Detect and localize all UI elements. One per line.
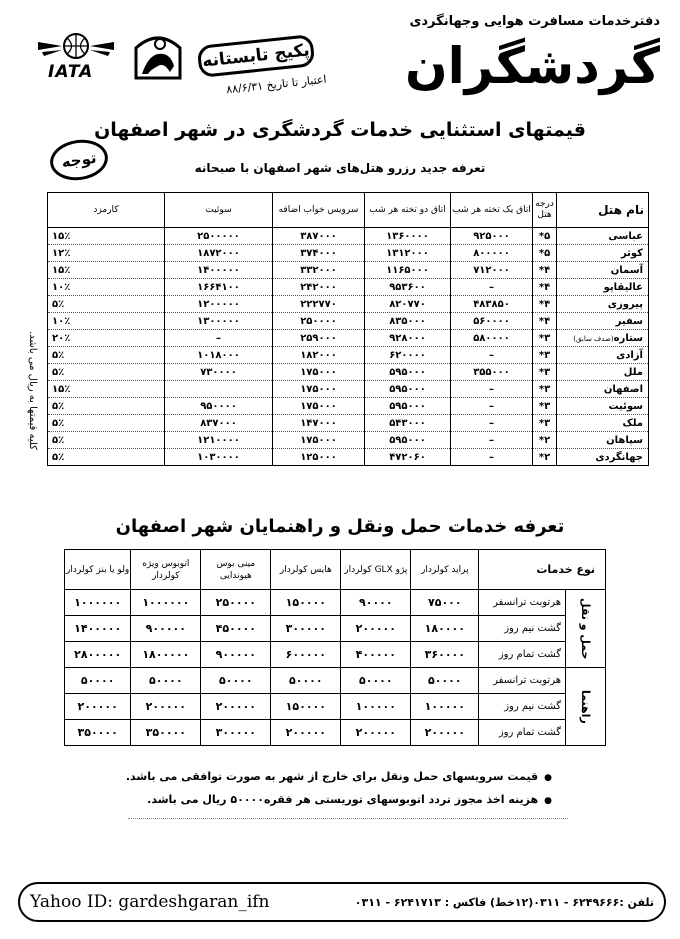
iata-label: IATA	[48, 62, 94, 82]
hotel-row	[48, 296, 649, 313]
hotel-grade	[533, 432, 557, 449]
volvo-price: ۱۰۰۰۰۰۰	[65, 590, 131, 616]
commission-value: ۵٪	[52, 366, 65, 378]
brand-name: گردشگران	[404, 37, 660, 95]
double-room-price	[365, 296, 451, 313]
hiace-price: ۲۰۰۰۰۰	[271, 720, 341, 746]
hotel-row	[48, 364, 649, 381]
extra-bed-price	[273, 364, 365, 381]
hotel-name	[557, 364, 649, 381]
single-room-price	[451, 398, 533, 415]
extra-bed-price	[273, 415, 365, 432]
pride-price: ۲۰۰۰۰۰	[411, 720, 479, 746]
hotel-name-value: اصفهان	[603, 383, 643, 395]
hotel-grade	[533, 279, 557, 296]
single-room-price-value: ۵۶۰۰۰۰	[473, 315, 510, 327]
suite-price	[165, 313, 273, 330]
extra-bed-price	[273, 245, 365, 262]
peugeot-price: ۵۰۰۰۰	[341, 668, 411, 694]
service-name: گشت تمام روز	[479, 642, 566, 668]
hotel-grade	[533, 296, 557, 313]
commission	[48, 330, 165, 347]
commission	[48, 381, 165, 398]
hotel-name-value: سپاهان	[606, 434, 643, 446]
volvo-price: ۱۴۰۰۰۰۰	[65, 616, 131, 642]
transport-notes	[126, 766, 552, 812]
hotel-name	[557, 432, 649, 449]
commission	[48, 432, 165, 449]
single-room-price	[451, 245, 533, 262]
suite-price	[165, 381, 273, 398]
volvo-price: ۲۸۰۰۰۰۰	[65, 642, 131, 668]
validity-date: اعتبار تا تاریخ ۸۸/۶/۳۱	[225, 72, 328, 97]
extra-bed-price-value: ۲۵۰۰۰۰	[300, 315, 337, 327]
hotel-row	[48, 449, 649, 466]
transport-rates-table	[64, 549, 606, 746]
hotel-name-value: ملک	[622, 417, 643, 429]
double-room-price	[365, 449, 451, 466]
commission-value: ۵٪	[52, 349, 65, 361]
col-hotel-name: نام هتل	[557, 193, 649, 228]
commission-value: ۱۵٪	[52, 264, 71, 276]
suite-price-value: ۱۰۱۸۰۰۰	[197, 349, 240, 361]
commission	[48, 262, 165, 279]
peugeot-price: ۹۰۰۰۰	[341, 590, 411, 616]
commission	[48, 415, 165, 432]
col-pride: پراید کولردار	[411, 550, 479, 590]
suite-price-value: ۲۵۰۰۰۰۰	[197, 230, 240, 242]
hotel-row	[48, 398, 649, 415]
volvo-price: ۲۰۰۰۰۰	[65, 694, 131, 720]
extra-bed-price-value: ۱۲۵۰۰۰	[300, 451, 337, 463]
transport-row	[65, 642, 606, 668]
suite-price-value: ۱۲۰۰۰۰۰	[197, 298, 240, 310]
double-room-price	[365, 313, 451, 330]
hotel-name	[557, 245, 649, 262]
pride-price: ۱۸۰۰۰۰	[411, 616, 479, 642]
extra-bed-price-value: ۲۴۲۰۰۰	[300, 281, 337, 293]
minibus-price: ۲۰۰۰۰۰	[201, 694, 271, 720]
commission-value: ۱۰٪	[52, 281, 71, 293]
group-transport: حمل و نقل	[566, 590, 606, 668]
col-peugeot: پژو GLX کولردار	[341, 550, 411, 590]
hotel-name-value: عباسی	[608, 230, 643, 242]
commission	[48, 296, 165, 313]
double-room-price-value: ۵۹۵۰۰۰	[389, 400, 426, 412]
bus-price: ۳۵۰۰۰۰	[131, 720, 201, 746]
single-room-price-value: ۳۵۵۰۰۰	[473, 366, 510, 378]
col-single-room: اتاق یک تخته هر شب	[451, 193, 533, 228]
extra-bed-price-value: ۳۸۷۰۰۰	[300, 230, 337, 242]
minibus-price: ۴۵۰۰۰۰	[201, 616, 271, 642]
extra-bed-price	[273, 449, 365, 466]
hotel-row	[48, 347, 649, 364]
double-room-price-value: ۵۹۵۰۰۰	[389, 383, 426, 395]
pride-price: ۵۰۰۰۰	[411, 668, 479, 694]
hotel-grade	[533, 313, 557, 330]
single-room-price	[451, 279, 533, 296]
double-room-price	[365, 330, 451, 347]
commission	[48, 228, 165, 245]
commission	[48, 313, 165, 330]
hotel-row	[48, 228, 649, 245]
hotel-name-value: جهانگردی	[595, 451, 643, 463]
single-room-price	[451, 228, 533, 245]
suite-price-value: ۱۳۰۰۰۰۰	[197, 315, 240, 327]
hotel-name	[557, 449, 649, 466]
bus-price: ۹۰۰۰۰۰	[131, 616, 201, 642]
suite-price	[165, 262, 273, 279]
single-room-price	[451, 364, 533, 381]
hotel-row	[48, 381, 649, 398]
hotel-grade	[533, 262, 557, 279]
minibus-price: ۳۰۰۰۰۰	[201, 720, 271, 746]
transport-rows	[65, 590, 606, 746]
hotel-name	[557, 313, 649, 330]
col-double-room: اتاق دو تخته هر شب	[365, 193, 451, 228]
hotel-grade-value: ۲*	[538, 434, 551, 446]
hotel-name	[557, 228, 649, 245]
hotel-name	[557, 398, 649, 415]
hotel-name-value: عالیقاپو	[603, 281, 643, 293]
volvo-price: ۵۰۰۰۰	[65, 668, 131, 694]
single-room-price-value: ۷۱۲۰۰۰	[473, 264, 510, 276]
service-name: هرتوبت ترانسفر	[479, 668, 566, 694]
col-minibus: مینی بوس هیوندایی	[201, 550, 271, 590]
suite-price-value: –	[216, 332, 221, 344]
double-room-price-value: ۵۹۵۰۰۰	[389, 366, 426, 378]
double-room-price	[365, 381, 451, 398]
lion-sun-emblem-icon	[130, 26, 186, 82]
hotel-rows	[48, 228, 649, 466]
peugeot-price: ۱۰۰۰۰۰	[341, 694, 411, 720]
double-room-price-value: ۵۴۳۰۰۰	[389, 417, 426, 429]
commission	[48, 398, 165, 415]
hotel-name	[557, 381, 649, 398]
col-grade: درجه هتل	[533, 193, 557, 228]
suite-price-value: ۱۰۳۰۰۰۰	[197, 451, 240, 463]
hotel-grade-value: ۵*	[538, 230, 551, 242]
peugeot-price: ۴۰۰۰۰۰	[341, 642, 411, 668]
hotel-grade	[533, 449, 557, 466]
hotel-grade-value: ۳*	[538, 332, 551, 344]
extra-bed-price-value: ۱۷۵۰۰۰	[300, 400, 337, 412]
single-room-price-value: –	[489, 417, 494, 429]
peugeot-price: ۲۰۰۰۰۰	[341, 616, 411, 642]
double-room-price	[365, 364, 451, 381]
single-room-price	[451, 381, 533, 398]
bus-price: ۱۸۰۰۰۰۰	[131, 642, 201, 668]
extra-bed-price	[273, 398, 365, 415]
phone-fax: تلفن :۶۲۴۹۶۶۶ - ۰۳۱۱(۱۲خط) فاکس : ۶۲۴۱۷۱۳ - ۰۳۱۱	[354, 895, 654, 909]
transport-row	[65, 590, 606, 616]
suite-price-value: ۸۳۷۰۰۰	[200, 417, 237, 429]
commission-value: ۱۲٪	[52, 247, 71, 259]
double-room-price	[365, 245, 451, 262]
double-room-price-value: ۶۲۰۰۰۰	[389, 349, 426, 361]
hotel-grade-value: ۳*	[538, 417, 551, 429]
suite-price	[165, 449, 273, 466]
double-room-price-value: ۱۳۱۲۰۰۰	[386, 247, 429, 259]
hotel-grade-value: ۴*	[538, 264, 551, 276]
commission-value: ۵٪	[52, 400, 65, 412]
transport-row	[65, 720, 606, 746]
double-room-price-value: ۹۵۳۶۰۰	[389, 281, 426, 293]
hotel-row	[48, 330, 649, 347]
hotel-name	[557, 347, 649, 364]
double-room-price	[365, 432, 451, 449]
double-room-price-value: ۸۳۵۰۰۰	[389, 315, 426, 327]
hotel-row	[48, 262, 649, 279]
single-room-price	[451, 347, 533, 364]
hotel-grade	[533, 398, 557, 415]
single-room-price-value: –	[489, 349, 494, 361]
single-room-price	[451, 432, 533, 449]
hiace-price: ۳۰۰۰۰۰	[271, 616, 341, 642]
header	[0, 0, 680, 112]
yahoo-id: Yahoo ID: gardeshgaran_ifn	[30, 892, 270, 912]
single-room-price	[451, 449, 533, 466]
single-room-price-value: ۴۸۳۸۵۰	[473, 298, 510, 310]
col-volvo-benz: ولو یا بنز کولردار	[65, 550, 131, 590]
double-room-price-value: ۴۷۲۰۶۰	[389, 451, 426, 463]
hotel-grade	[533, 415, 557, 432]
suite-price-value: ۹۵۰۰۰۰	[200, 400, 237, 412]
hotel-grade-value: ۲*	[538, 451, 551, 463]
single-room-price	[451, 415, 533, 432]
hotel-grade-value: ۳*	[538, 400, 551, 412]
hiace-price: ۶۰۰۰۰۰	[271, 642, 341, 668]
pride-price: ۷۵۰۰۰	[411, 590, 479, 616]
service-name: هرتوبت ترانسفر	[479, 590, 566, 616]
single-room-price	[451, 296, 533, 313]
hotel-name-value: آزادی	[616, 349, 643, 361]
volvo-price: ۳۵۰۰۰۰	[65, 720, 131, 746]
minibus-price: ۵۰۰۰۰	[201, 668, 271, 694]
double-room-price	[365, 347, 451, 364]
extra-bed-price-value: ۲۲۲۷۷۰	[300, 298, 337, 310]
suite-price	[165, 398, 273, 415]
double-room-price	[365, 415, 451, 432]
hotel-grade-value: ۴*	[538, 315, 551, 327]
suite-price	[165, 296, 273, 313]
extra-bed-price-value: ۱۷۵۰۰۰	[300, 434, 337, 446]
hotels-section-title: قیمتهای استثنایی خدمات گردشگری در شهر اصفهان	[94, 119, 586, 141]
double-room-price	[365, 262, 451, 279]
single-room-price-value: ۵۸۰۰۰۰	[473, 332, 510, 344]
hotel-name-value: آسمان	[610, 264, 643, 276]
bus-price: ۱۰۰۰۰۰۰	[131, 590, 201, 616]
hotel-row	[48, 279, 649, 296]
transport-row	[65, 668, 606, 694]
hotel-grade-value: ۳*	[538, 349, 551, 361]
suite-price-value: ۱۲۱۰۰۰۰	[197, 434, 240, 446]
extra-bed-price-value: ۳۷۴۰۰۰	[300, 247, 337, 259]
extra-bed-price-value: ۱۷۵۰۰۰	[300, 366, 337, 378]
col-extra-bed: سرویس خواب اضافه	[273, 193, 365, 228]
suite-price	[165, 245, 273, 262]
extra-bed-price-value: ۲۵۹۰۰۰	[300, 332, 337, 344]
suite-price-value: ۱۴۰۰۰۰۰	[197, 264, 240, 276]
double-room-price-value: ۹۲۸۰۰۰	[389, 332, 426, 344]
col-suite: سوئیت	[165, 193, 273, 228]
hotel-grade-value: ۴*	[538, 298, 551, 310]
extra-bed-price	[273, 347, 365, 364]
commission	[48, 245, 165, 262]
bus-price: ۵۰۰۰۰	[131, 668, 201, 694]
extra-bed-price	[273, 432, 365, 449]
double-room-price-value: ۱۳۶۰۰۰۰	[386, 230, 429, 242]
double-room-price-value: ۱۱۶۵۰۰۰	[386, 264, 429, 276]
suite-price	[165, 364, 273, 381]
hotel-row	[48, 245, 649, 262]
hotel-grade	[533, 381, 557, 398]
commission-value: ۱۵٪	[52, 383, 71, 395]
footer-contact-box	[18, 882, 666, 922]
hotel-row	[48, 415, 649, 432]
transport-row	[65, 694, 606, 720]
note-outside-city: ● قیمت سرویسهای حمل ونقل برای خارج از شهر به صورت توافقی می باشد.	[126, 766, 552, 789]
hotel-grade	[533, 228, 557, 245]
hotel-grade-value: ۳*	[538, 366, 551, 378]
hotel-grade	[533, 245, 557, 262]
single-room-price-value: –	[489, 434, 494, 446]
hotel-name	[557, 262, 649, 279]
hotel-name	[557, 330, 649, 347]
minibus-price: ۲۵۰۰۰۰	[201, 590, 271, 616]
transport-row	[65, 616, 606, 642]
hotel-name-value: سوئیت	[608, 400, 643, 412]
hotel-grade	[533, 364, 557, 381]
col-service-type: نوع خدمات	[479, 550, 606, 590]
single-room-price-value: ۸۰۰۰۰۰	[473, 247, 510, 259]
pride-price: ۱۰۰۰۰۰	[411, 694, 479, 720]
hotel-name-value: ستاره	[613, 332, 643, 344]
hotel-name	[557, 415, 649, 432]
double-room-price	[365, 279, 451, 296]
service-name: گشت تمام روز	[479, 720, 566, 746]
commission	[48, 449, 165, 466]
suite-price	[165, 432, 273, 449]
service-name: گشت نیم روز	[479, 616, 566, 642]
hiace-price: ۱۵۰۰۰۰	[271, 694, 341, 720]
single-room-price-value: –	[489, 400, 494, 412]
single-room-price	[451, 330, 533, 347]
note-permit-fee: ● هزینه اخذ مجوز تردد اتوبوسهای توریستی هر فقره۵۰۰۰۰ ریال می باشد.	[126, 789, 552, 812]
hotel-former-name: (صدف سابق)	[573, 334, 614, 343]
commission	[48, 364, 165, 381]
extra-bed-price	[273, 228, 365, 245]
single-room-price-value: –	[489, 281, 494, 293]
suite-price	[165, 415, 273, 432]
suite-price	[165, 347, 273, 364]
hotel-grade	[533, 347, 557, 364]
hotel-name-value: سفیر	[615, 315, 643, 327]
single-room-price-value: –	[489, 451, 494, 463]
col-bus: اتوبوس ویژه کولردار	[131, 550, 201, 590]
extra-bed-price	[273, 296, 365, 313]
commission-value: ۵٪	[52, 417, 65, 429]
hotels-section-subtitle: تعرفه جدید رزرو هتل‌های شهر اصفهان با صبحانه	[194, 161, 486, 175]
commission	[48, 347, 165, 364]
commission-value: ۵٪	[52, 434, 65, 446]
minibus-price: ۹۰۰۰۰۰	[201, 642, 271, 668]
single-room-price	[451, 313, 533, 330]
extra-bed-price	[273, 313, 365, 330]
service-name: گشت نیم روز	[479, 694, 566, 720]
extra-bed-price	[273, 279, 365, 296]
extra-bed-price	[273, 262, 365, 279]
group-guide: راهنما	[566, 668, 606, 746]
hiace-price: ۵۰۰۰۰	[271, 668, 341, 694]
bus-price: ۲۰۰۰۰۰	[131, 694, 201, 720]
extra-bed-price-value: ۳۳۲۰۰۰	[300, 264, 337, 276]
extra-bed-price	[273, 381, 365, 398]
summer-package-badge: پکیج تابستانه	[197, 34, 316, 78]
peugeot-price: ۲۰۰۰۰۰	[341, 720, 411, 746]
hotel-row	[48, 313, 649, 330]
hotel-rates-table	[47, 192, 649, 466]
hotel-name	[557, 279, 649, 296]
commission-value: ۵٪	[52, 298, 65, 310]
commission-value: ۱۰٪	[52, 315, 71, 327]
extra-bed-price	[273, 330, 365, 347]
hotel-name	[557, 296, 649, 313]
single-room-price-value: –	[489, 383, 494, 395]
commission-value: ۵٪	[52, 451, 65, 463]
extra-bed-price-value: ۱۸۲۰۰۰	[300, 349, 337, 361]
double-room-price	[365, 228, 451, 245]
suite-price	[165, 228, 273, 245]
hotel-grade-value: ۴*	[538, 281, 551, 293]
single-room-price-value: ۹۲۵۰۰۰	[473, 230, 510, 242]
commission-value: ۱۵٪	[52, 230, 71, 242]
pride-price: ۳۶۰۰۰۰	[411, 642, 479, 668]
hotel-row	[48, 432, 649, 449]
double-room-price	[365, 398, 451, 415]
transport-section-title: تعرفه خدمات حمل ونقل و راهنمایان شهر اصفهان	[115, 516, 565, 537]
commission	[48, 279, 165, 296]
suite-price	[165, 330, 273, 347]
commission-value: ۲۰٪	[52, 332, 71, 344]
attention-badge: توجه	[47, 136, 110, 184]
currency-note: کلیه قیمتها به ریال می باشد.	[27, 331, 38, 450]
suite-price-value: ۷۳۰۰۰۰	[200, 366, 237, 378]
divider	[128, 818, 568, 819]
single-room-price	[451, 262, 533, 279]
col-hiace: هایس کولردار	[271, 550, 341, 590]
hotel-name-value: کوثر	[620, 247, 643, 259]
suite-price-value: ۱۶۶۴۱۰۰	[197, 281, 240, 293]
double-room-price-value: ۵۹۵۰۰۰	[389, 434, 426, 446]
hotel-grade	[533, 330, 557, 347]
agency-subtitle: دفترخدمات مسافرت هوایی وجهانگردی	[409, 14, 660, 29]
hotel-grade-value: ۵*	[538, 247, 551, 259]
col-commission: کارمزد	[48, 193, 165, 228]
hotel-grade-value: ۳*	[538, 383, 551, 395]
extra-bed-price-value: ۱۴۷۰۰۰	[300, 417, 337, 429]
suite-price	[165, 279, 273, 296]
double-room-price-value: ۸۲۰۷۷۰	[389, 298, 426, 310]
suite-price-value: ۱۸۷۲۰۰۰	[197, 247, 240, 259]
hotel-name-value: پیروزی	[607, 298, 643, 310]
extra-bed-price-value: ۱۷۵۰۰۰	[300, 383, 337, 395]
hotel-name-value: ملل	[623, 366, 643, 378]
hiace-price: ۱۵۰۰۰۰	[271, 590, 341, 616]
